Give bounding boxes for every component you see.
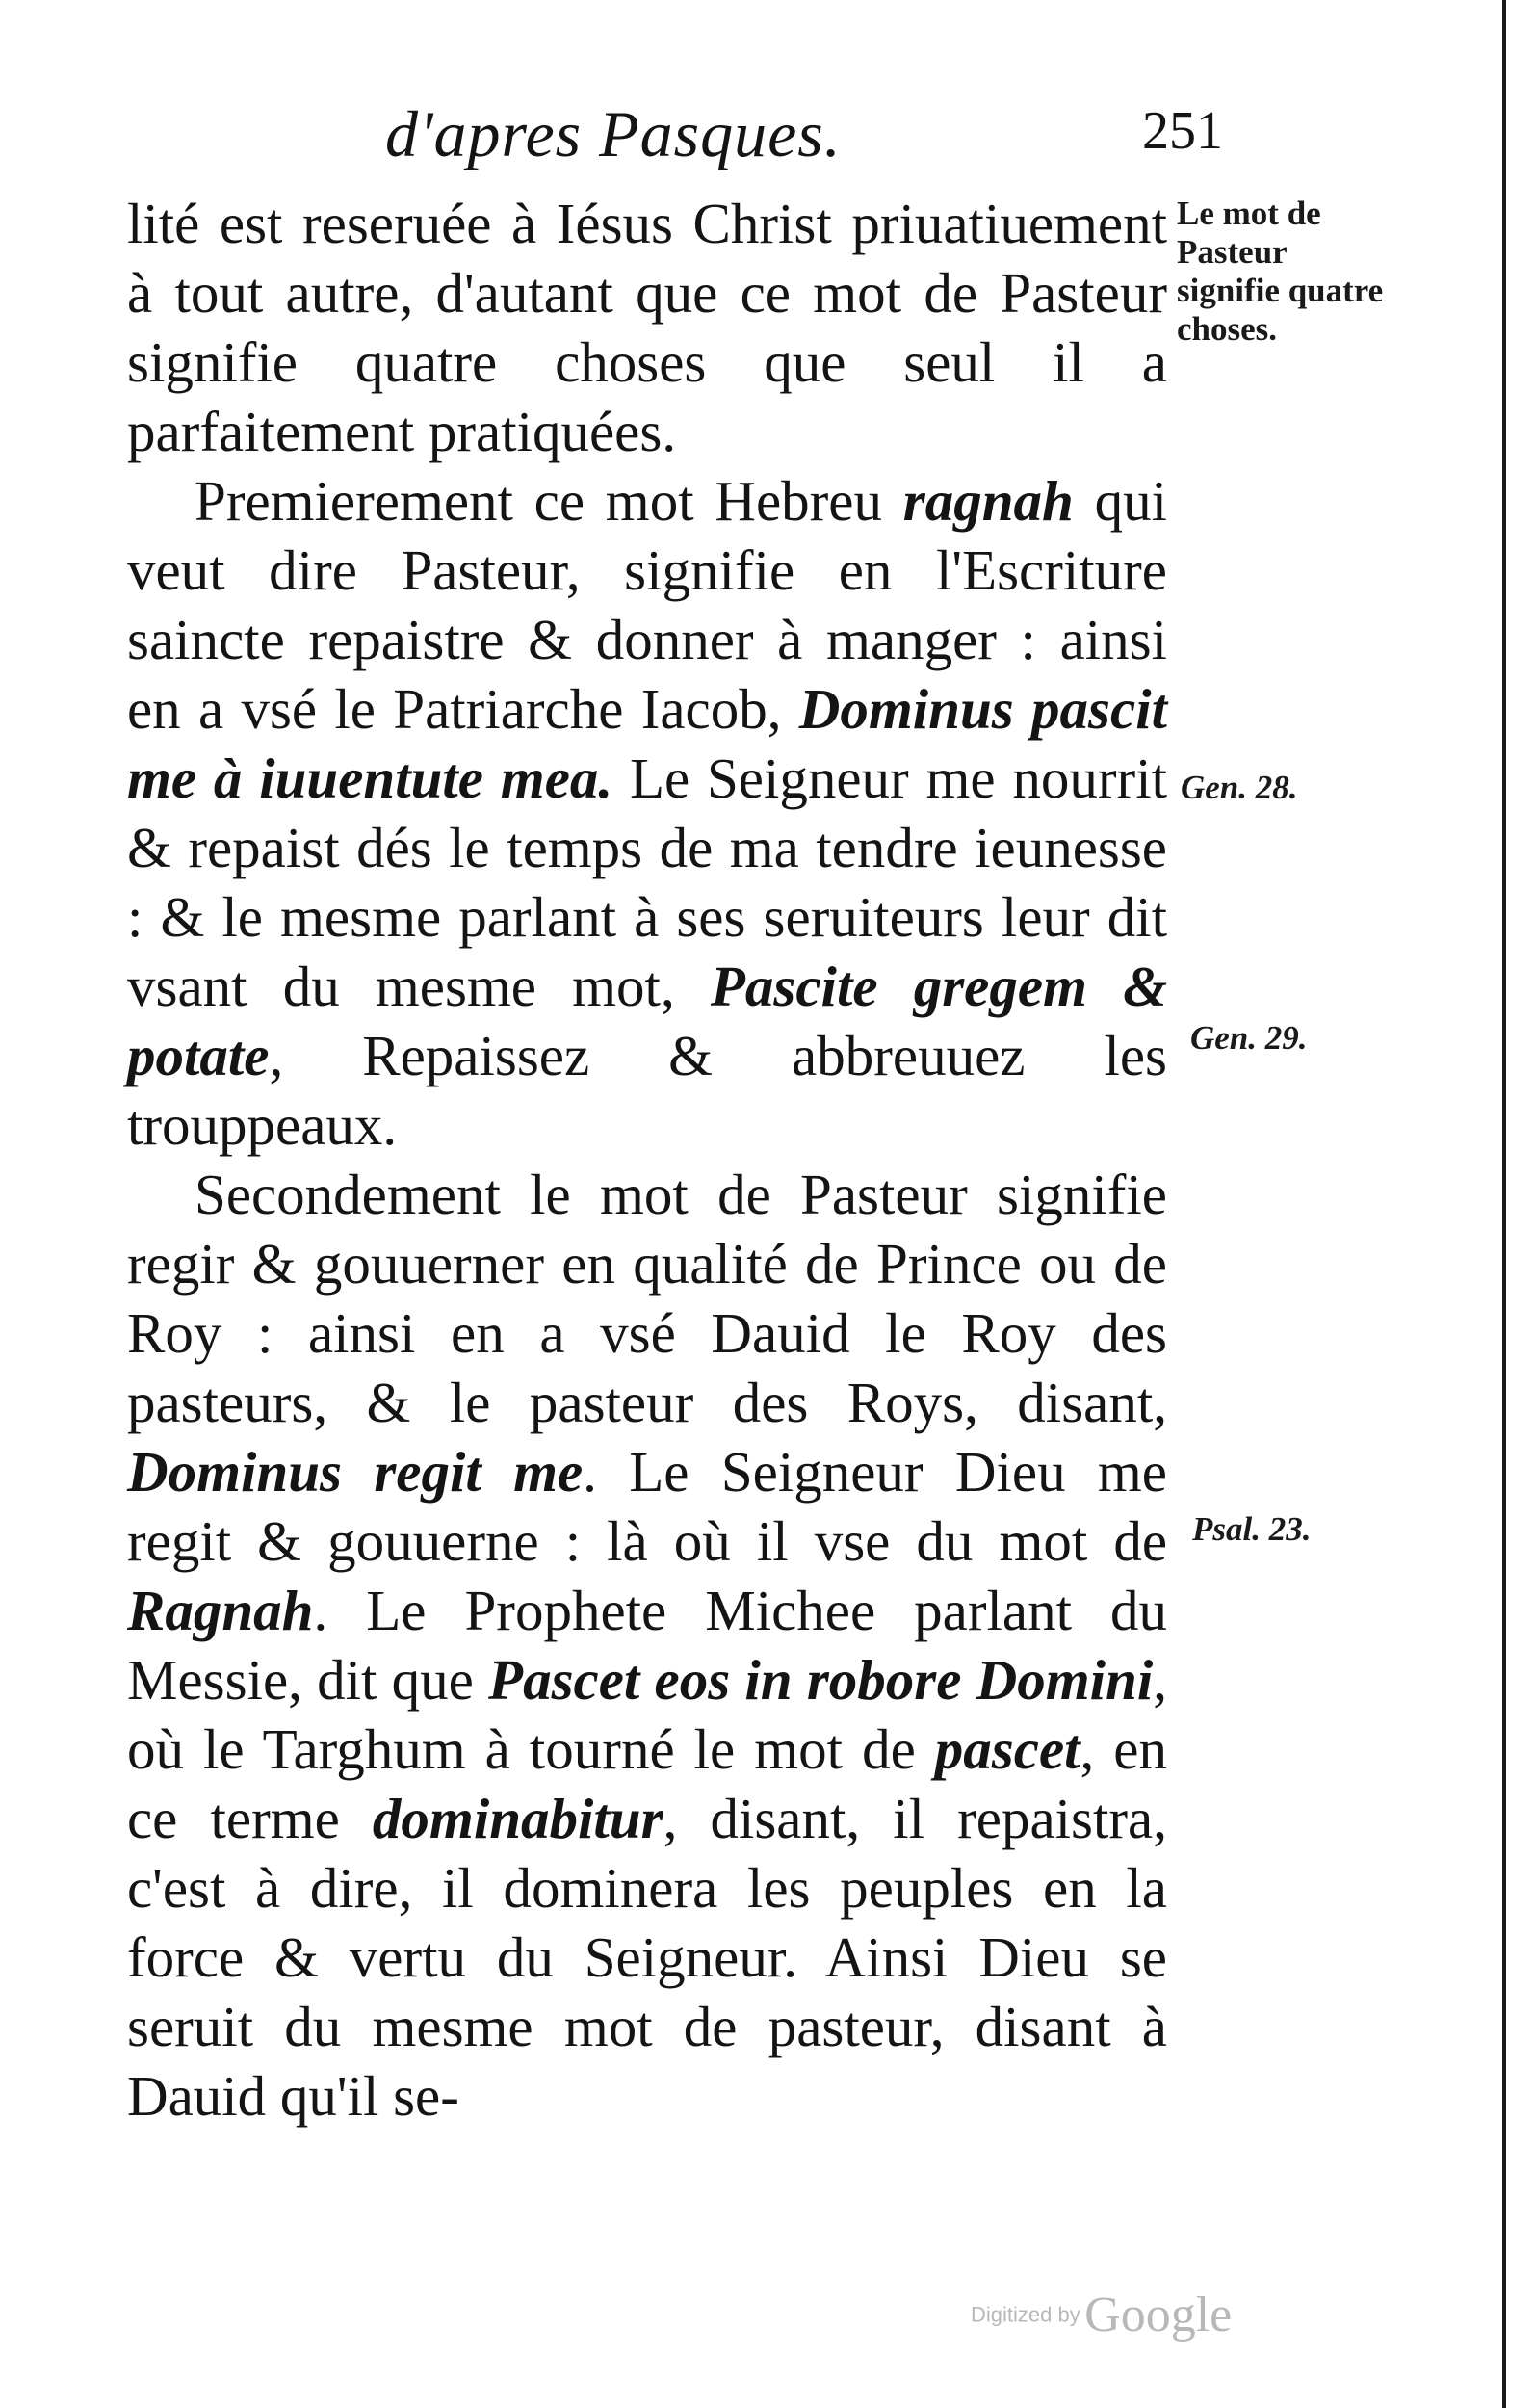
text-run: . Le Prophete Michee parlant du Messie, dit que bbox=[127, 1579, 1167, 1712]
text-run: , où le Targhum à tourné le mot de bbox=[127, 1648, 1168, 1781]
watermark-google-logo: Google bbox=[1084, 2288, 1233, 2343]
text-run: , Repaissez & abbreuuez les trouppeaux. bbox=[127, 1024, 1167, 1157]
text-run: . Le Seigneur Dieu me regit & gouuerne : là où il vse du mot de bbox=[127, 1440, 1167, 1573]
text-run: Secondement le mot de Pasteur signifie regir & gouuerner en qualité de Prince ou de Roy : ainsi en a vsé Dauid le Roy des pasteurs, & le pasteur des Roys, disant, bbox=[127, 1163, 1167, 1434]
digitized-by-google-watermark bbox=[971, 2287, 1232, 2343]
latin-quote: dominabitur bbox=[372, 1787, 663, 1850]
text-run: lité est reseruée à Iésus Christ priuatiuement à tout autre, d'autant que ce mot de Pasteur signifie quatre choses que seul il a parfaitement pratiquées. bbox=[127, 192, 1167, 463]
paragraph bbox=[127, 189, 1167, 466]
text-run: qui veut dire Pasteur, signifie en l'Escriture saincte repaistre & donner à manger : ainsi en a vsé le Patriarche Iacob, bbox=[127, 469, 1167, 741]
latin-quote: Pascite gregem & potate bbox=[127, 955, 1167, 1087]
latin-quote: pascet bbox=[934, 1717, 1080, 1781]
text-run: , disant, il repaistra, c'est à dire, il dominera les peuples en la force & vertu du Seigneur. Ainsi Dieu se seruit du mesme mot de pasteur, disant à Dauid qu'il se- bbox=[127, 1787, 1167, 2128]
margin-note-psal-23: Psal. 23. bbox=[1192, 1510, 1312, 1548]
latin-quote: Dominus pascit me à iuuentute mea. bbox=[127, 677, 1167, 810]
page-header bbox=[385, 96, 1223, 173]
paragraph bbox=[127, 1160, 1167, 2131]
page-edge-rule bbox=[1502, 0, 1506, 2408]
margin-note-pasteur: Le mot de Pasteur signifie quatre choses. bbox=[1177, 195, 1384, 348]
margin-note-gen-28: Gen. 28. bbox=[1181, 769, 1298, 806]
margin-note-gen-29: Gen. 29. bbox=[1190, 1019, 1308, 1057]
paragraph bbox=[127, 466, 1167, 1160]
page-number: 251 bbox=[1142, 101, 1223, 161]
text-run: Premierement ce mot Hebreu bbox=[195, 469, 903, 533]
latin-quote: Pascet eos in robore Domini bbox=[488, 1648, 1154, 1712]
latin-quote: Dominus regit me bbox=[127, 1440, 584, 1504]
text-run: , en ce terme bbox=[127, 1717, 1167, 1850]
latin-quote: ragnah bbox=[902, 469, 1074, 533]
body-text bbox=[127, 189, 1167, 2131]
watermark-digitized-label: Digitized by bbox=[971, 2302, 1080, 2327]
text-run: Le Seigneur me nourrit & repaist dés le temps de ma tendre ieunesse : & le mesme parlant à ses seruiteurs leur dit vsant du mesme mot, bbox=[127, 746, 1167, 1018]
latin-quote: Ragnah bbox=[127, 1579, 314, 1642]
running-title: d'apres Pasques. bbox=[385, 97, 842, 170]
